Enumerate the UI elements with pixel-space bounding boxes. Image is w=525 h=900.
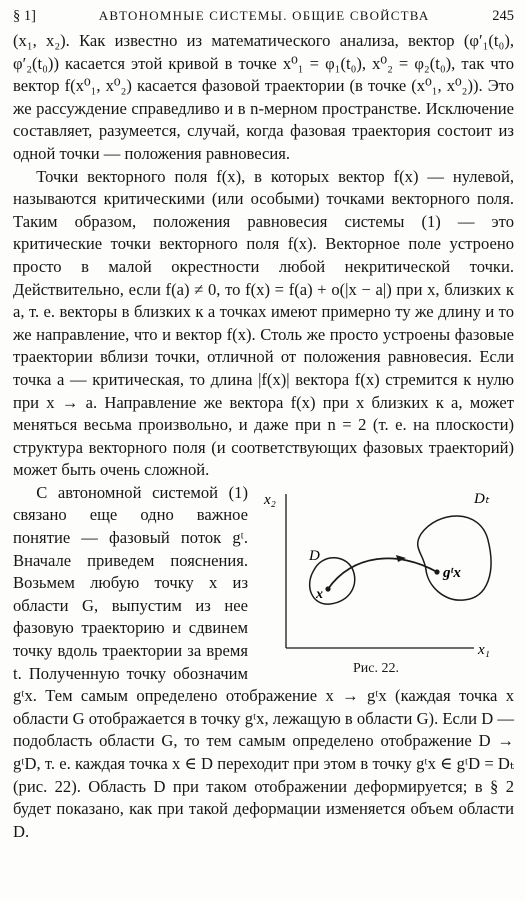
region-dt-label: Dₜ	[474, 490, 490, 507]
figure-caption: Рис. 22.	[353, 660, 399, 676]
section-marker: § 1]	[13, 8, 36, 24]
paragraph-2: Точки векторного поля f(x), в которых вектор f(x) — нулевой, называются критическими (или особыми) точками векторного поля. Таким образом, положения равновесия системы (1) — это критические точки векторного поля f(x). Векторное поле устроено просто в малой окрестности любой некритической точки. Действительно, если f(a) ≠ 0, то f(x) = f(a) + o(|x − a|) при x, близких к a, т. е. векторы в близких к a точках имеют примерно ту же длину и то же направление, что и вектор f(x). Столь же просто устроены фазовые траектории вблизи точки, отличной от положения равновесия. Если точка a — критическая, то длина |f(x)| вектора f(x) стремится к нулю при x → a. Направление же вектора f(x) при x близких к a, может меняться весьма произвольно, и даже при n = 2 (т. е. на плоскости) структура векторного поля (и соответствующих фазовых траекторий) может быть очень сложной.	[13, 166, 514, 480]
region-dt	[418, 516, 491, 600]
running-title: АВТОНОМНЫЕ СИСТЕМЫ. ОБЩИЕ СВОЙСТВА	[98, 8, 430, 23]
figure-22	[256, 488, 514, 681]
paragraph-3: С автономной системой (1) связано еще одно важное понятие — фазовый поток gᵗ. Вначале приведем пояснения. Возьмем любую точку x из области G, выпустим из нее фазовую траекторию и сдвинем точку вдоль траектории за время t. Полученную точку обозначим gᵗx. Тем самым определено отображение x → gᵗx (каждая точка x области G отображается в точку gᵗx, лежащую в области G). Если D — подобласть области G, то тем самым определено отображение D → gᵗD, т. е. каждая точка x ∈ D переходит при этом в точку gᵗx ∈ gᵗD = Dₜ (рис. 22). Область D при таком отображении деформируется; в § 2 будет показано, как при такой деформации изменяется объем области D.	[13, 482, 514, 841]
x-axis-label: x₁	[478, 641, 490, 658]
phase-flow-diagram	[256, 488, 506, 658]
y-axis-label: x₂	[264, 491, 276, 508]
region-d-label: D	[309, 547, 320, 564]
page-number: 245	[492, 8, 514, 24]
trajectory-arrowhead	[396, 555, 406, 562]
start-point	[325, 586, 330, 591]
paragraph-1: (x₁, x₂). Как известно из математического анализа, вектор (φ′₁(t₀), φ′₂(t₀)) касается этой кривой в точке x⁰₁ = φ₁(t₀), x⁰₂ = φ₂(t₀), так что вектор f(x⁰₁, x⁰₂) касается фазовой траектории (в точке (x⁰₁, x⁰₂)). Это же рассуждение справедливо и в n-мерном пространстве. Исключение составляет, разумеется, случай, когда фазовая траектория состоит из одной точки — положения равновесия.	[13, 31, 514, 163]
end-point-label: gᵗx	[443, 564, 461, 581]
page-body	[13, 30, 514, 843]
running-header	[13, 8, 514, 30]
trajectory-curve	[328, 558, 437, 589]
end-point	[434, 569, 439, 574]
start-point-label: x	[316, 586, 323, 602]
